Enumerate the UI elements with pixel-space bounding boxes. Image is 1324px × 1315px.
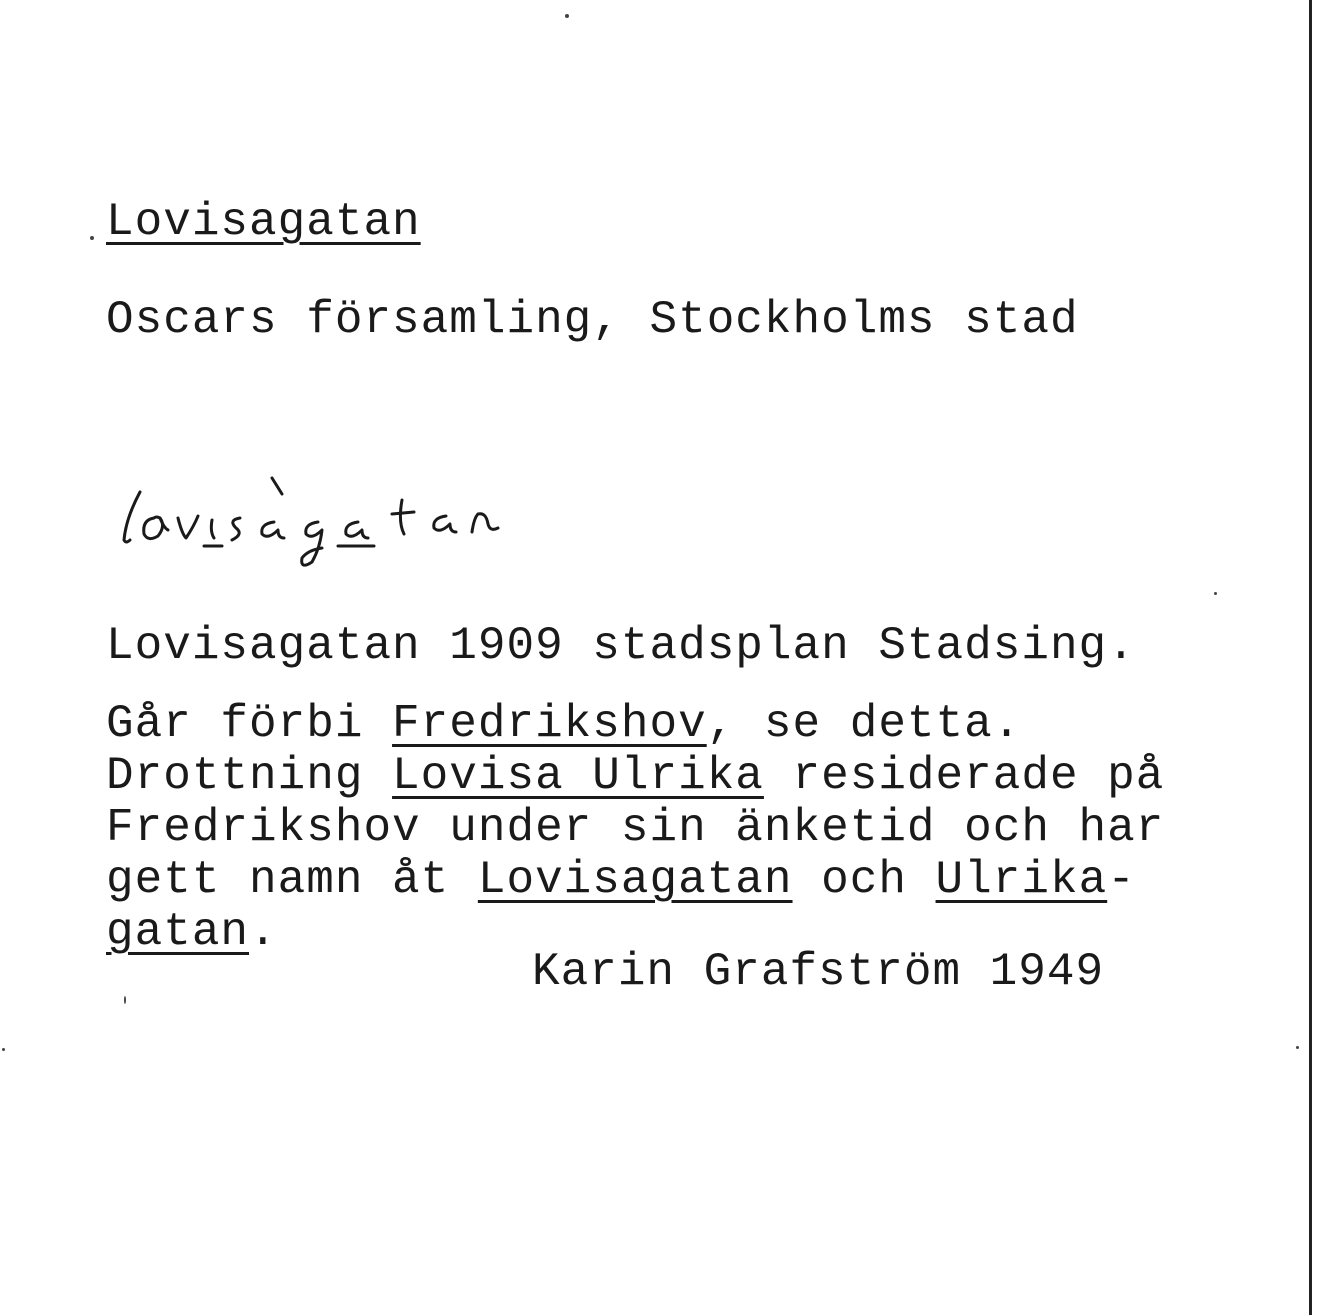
text-line-2-end: residerade på [763,750,1165,802]
text-line-1 [106,698,1021,750]
reference-lovisagatan: Lovisagatan [477,854,793,906]
heading-text: Lovisagatan [106,196,421,248]
reference-lovisa-ulrika: Lovisa Ulrika [392,750,764,802]
card-edge-line [1309,0,1312,1315]
text-line-2-start: Drottning [106,750,393,802]
text-line-4-end: - [1107,854,1136,906]
signature: Karin Grafström 1949 [532,946,1105,998]
reference-ulrikagatan-part2: gatan [106,906,250,958]
text-line-3: Fredrikshov under sin änketid och har [106,802,1165,854]
text-line-2 [106,750,1164,802]
handwritten-name [112,470,612,590]
reference-ulrikagatan-part1: Ulrika [935,854,1108,906]
source-line: Lovisagatan 1909 stadsplan Stadsing. [106,620,1136,672]
paper-speck [1214,592,1217,595]
paper-speck [2,1048,5,1051]
text-line-5 [106,906,278,958]
paper-speck [124,996,126,1004]
text-line-5-end: . [249,906,278,958]
text-line-4 [106,854,1136,906]
reference-fredrikshov: Fredrikshov [392,698,707,750]
text-line-1-end: , se detta. [706,698,1022,750]
paper-speck [565,14,569,18]
text-line-4-start: gett namn åt [106,854,478,906]
card-heading [106,196,421,248]
handwritten-name-drawing [112,470,612,590]
parish-line: Oscars församling, Stockholms stad [106,294,1079,346]
text-line-1-start: Går förbi [106,698,393,750]
text-line-4-middle: och [792,854,936,906]
paper-speck [90,236,94,240]
paper-speck [1296,1046,1299,1049]
